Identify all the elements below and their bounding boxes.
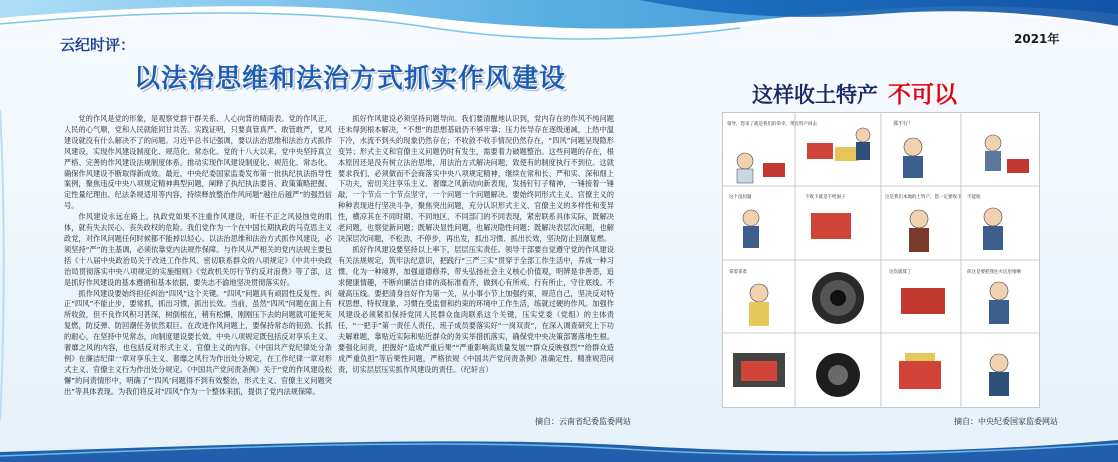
comic-strip [722,112,1040,408]
comic-panel-3 [893,120,923,178]
comic-panel-6 [805,193,851,239]
comic-panel-2 [807,128,870,161]
paragraph: 党的作风是党的形象，是观察党群干群关系、人心向背的晴雨表。党的作风正，人民的心气顺，党和人民就能同甘共苦。实践证明，只要真管真严、敢管敢严，党风建设就没有什么解决不了的问题。习近平总书记强调，要以法治思维和法治方式抓作风建设，实现作风建设制度化、规范化、常态化。党的十八大以来，党中央坚持真立严格、完善的作风建设法规制度体系，推动实现作风建设制度化、规范化、常态化，确保作风建设不断取得新成效。最近，中央纪委国家监委发布第一批执纪执法指导性案例，聚焦违反中央八项规定精神典型问题，阐释了执纪执法要旨、政策策略把握、定性量纪理由、纪法条规适用等内容，持续释放整治作风问题“越往后越严”的强烈信号。 [64,114,332,211]
comic-panel-5 [729,193,759,248]
comic-caption: 这次就算了 [889,270,912,275]
comic-caption: 不能收 [967,195,981,200]
comic-panel-16 [989,354,1009,396]
comic-title-emphasis: 不可以 [888,81,957,108]
year-label: 2021年 [1014,32,1060,46]
comic-panel-12 [967,268,1021,324]
comic-panel-13 [733,353,785,387]
comic-caption: 拿着拿着 [729,270,747,275]
article-source: 摘自：云南省纪委监委网站 [535,417,631,426]
comic-title [752,76,957,109]
comic-panel-7 [885,193,962,252]
paragraph: 抓作风建设要始终担任纠治“四风”这个关键。“四风”问题具有顽固性反复性。纠正“四风”不能止步，要常抓，抓出习惯，抓出长效。当前，虽然“四风”问题在面上有所收敛，但不良作风积习甚深，树倒根在，稍有松懈，刚刚压下去的问题就可能死灰复燃，防反弹、防回潮任务依然艰巨。在改进作风问题上，要保持常态的韧劲、长抓的耐心，在坚持中见常态，向制度建设要长效。中央八项规定既包括反对享乐主义、奢靡之风的内容，也包括反对形式主义、官僚主义的内容。《中国共产党纪律处分条例》在廉洁纪律一章对享乐主义、奢靡之风行为作出处分规定，在工作纪律一章对形式主义、官僚主义行为作出处分规定。《中国共产党问责条例》关于“党的作风建设松懈”的问责情形中，明确了“‘四风’问题得不到有效整治，形式主义、官僚主义问题突出”等具体表现。为我们将反对“四风”作为一个整体来抓，提供了党内法规保障。 [64,288,332,396]
article-title: 以法治思维和法治方式抓实作风建设 [134,64,567,94]
comic-caption: 不收下就是不给面子 [805,195,846,200]
comic-panel-14 [816,353,860,397]
article-title-prefix: 云纪时评： [60,36,136,54]
comic-source: 摘自：中央纪委国家监委网站 [954,417,1058,426]
comic-panel-11 [889,268,945,314]
article-column-2 [338,114,614,376]
comic-caption: 这是我们本地的土特产，您一定要收下 [885,195,962,200]
comic-title-text: 这样收土特产 [752,83,878,107]
comic-panel-8 [967,193,1003,250]
comic-caption: 这个没问题 [729,195,752,200]
paragraph: 作风建设永远在路上。执政党如果不注重作风建设，听任不正之风侵蚀党的肌体，就有失去民心、丧失政权的危险。我们党作为一个在中国长期执政的马克思主义政党，对作风问题任何时候都不能掉以轻心。以法治思维和法治方式抓作风建设，必须坚持“严”的主基调，必须依靠党内法规作保障。与作风从严相关的党内法规主要包括《十八届中央政治局关于改进工作作风、密切联系群众的八项规定》《中共中央政治局贯彻落实中央八项规定的实施细则》《党政机关厉行节约反对浪费》等了部，这是抓好作风建设的基本遵循和基本依据，要失志不渝地坚决贯彻落实好。 [64,212,332,287]
comic-caption: 你这是要把我往火坑里推啊 [967,270,1021,275]
comic-panel-9 [729,268,769,326]
paragraph: 抓好作风建设必须坚持问题导向。我们要清醒地认识到，党内存在的作风不纯问题还未得到根本解决，“不想”的思想基础仍不够牢靠；压力传导存在逐级递减，上热中温下冷，水流不到头的现象仍然存在；不收敛不收手情况仍然存在，“四风”问题呈现隐形变异；形式主义和官僚主义问题仍时有发生，需要着力破题整治。这些问题的存在，根本原因还是没有树立法治思维，用法治方式解决问题，致使有的制度执行不到位。这就要求我们，必须做而不会商落实中央八项规定精神，继续在常和长、严和实、深和细上下功夫，密切关注享乐主义、奢靡之风新动向新表现，发扬钉钉子精神，一锤接着一锤敲，一个节点一个节点坚守，一个问题一个问题解决。要始终同形式主义、官僚主义的种种表现进行坚决斗争，聚焦突出问题，充分认识形式主义、官僚主义的多样性和变异性，横凉其在不同时期、不同地区、不同部门的不同表现，紧密联系具体实际，既解决老问题，也察觉新问题；既解决显性问题，也解决隐性问题；既解决表层次问题，也解决深层次问题，不松劲、不停步，再出发，抓出习惯、抓出长效，坚决防止回潮复燃。 [338,114,614,243]
comic-panel-1 [727,120,817,183]
comic-caption: 领导，您来了就是我们的荣幸，带点特产回去 [727,122,817,127]
comic-panel-10 [812,272,864,324]
comic-panel-4 [985,135,1029,173]
paragraph: 抓好作风建设要坚持以上率下，层层压实责任。领导干部要自觉遵守党的作风建设有关法规规定，筑牢法纪意识，把践行“三严三实”贯穿于全部工作生活中，养成一种习惯、化为一种境界，加强道德修养，带头弘扬社会主义核心价值观，明辨是非善恶，追求健康情趣，不断向廉洁自律的高标准看齐，做到心有所戒、行有所止，守住底线、不碰高压线。要把清身自好作为第一关，从小事小节上加强约束，规范自己，坚决反对特权思想、特权现象，习惯在受监督和约束的环境中工作生活，练就过硬的作风。加强作风建设必须紧扣保持党同人民群众血肉联系这个关键，压实党委（党组）的主体责任，“一把手”第一责任人责任，班子成员要落实好“一岗双责”，在深入调查研究上下功夫解难题，靠贴近实际和贴近群众的务实举措抓落实，确保党中央决策部署落地生根。要强化问责，把握好“造成严重后果”“严重影响高质量发展”“群众反映强烈”“给群众造成严重负担”等后果性问题，严格依规《中国共产党问责条例》准确定性、精准规范问责，切实层层压实抓作风建设的责任。（纪轩言） [338,244,614,374]
comic-panel-15 [899,353,941,389]
comic-caption: 那不行！ [893,121,914,127]
comic-illustration [723,113,1039,407]
article-column-1 [64,114,332,398]
